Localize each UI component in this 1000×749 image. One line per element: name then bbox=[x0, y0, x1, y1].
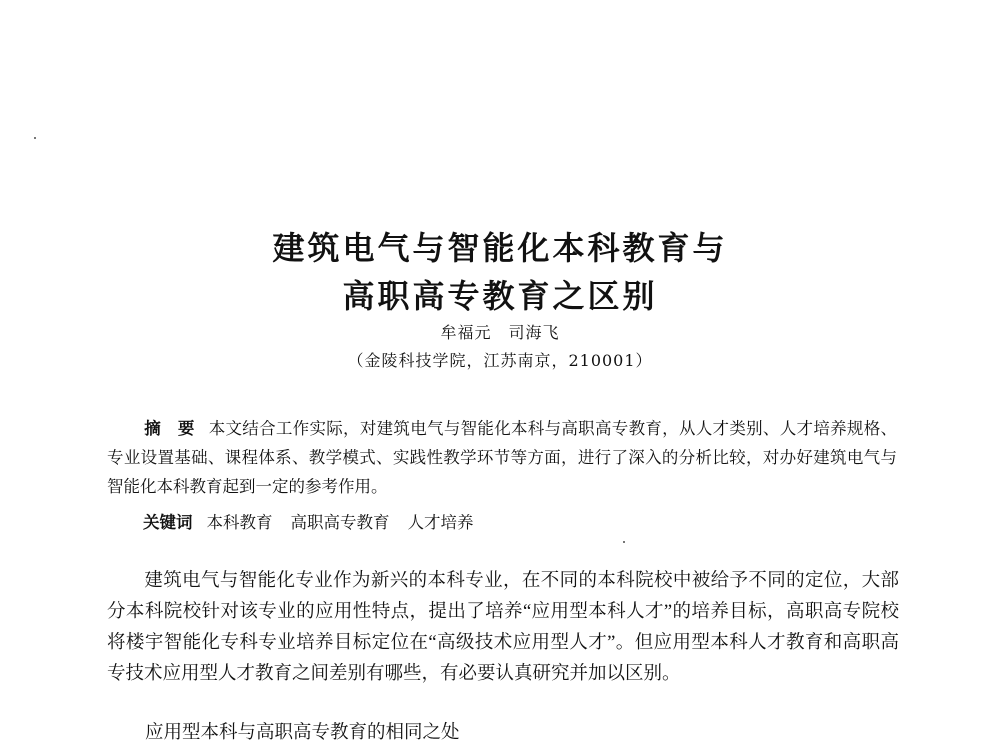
keyword: 高职高专教育 bbox=[290, 513, 390, 532]
affiliation: （金陵科技学院，江苏南京，210001） bbox=[347, 351, 653, 370]
body-paragraph bbox=[107, 566, 899, 690]
keyword: 本科教育 bbox=[206, 513, 273, 532]
abstract-text: 本文结合工作实际，对建筑电气与智能化本科与高职高专教育，从人才类别、人才培养规格、专业设置基础、课程体系、教学模式、实践性教学环节等方面，进行了深入的分析比较，对办好建筑电气与智能化本科教育起到一定的参考作用。 bbox=[107, 419, 898, 496]
keywords-label: 关键词 bbox=[143, 513, 193, 532]
paper-title-line-1: 建筑电气与智能化本科教育与 bbox=[272, 229, 728, 268]
authors: 牟福元 司海飞 bbox=[440, 323, 560, 342]
keyword: 人才培养 bbox=[407, 513, 474, 532]
body-paragraph-text: 建筑电气与智能化专业作为新兴的本科专业，在不同的本科院校中被给予不同的定位，大部分本科院校针对该专业的应用性特点，提出了培养“应用型本科人才”的培养目标，高职高专院校将楼宇智能化专科专业培养目标定位在“高级技术应用型人才”。但应用型本科人才教育和高职高专技术应用型人才教育之间差别有哪些，有必要认真研究并加以区别。 bbox=[107, 571, 899, 684]
scan-speck bbox=[34, 137, 36, 139]
paper-title-line-2: 高职高专教育之区别 bbox=[342, 277, 658, 316]
keywords bbox=[107, 508, 897, 537]
abstract bbox=[107, 414, 897, 501]
abstract-label: 摘 要 bbox=[144, 419, 195, 438]
scan-speck bbox=[623, 541, 625, 543]
section-heading: 应用型本科与高职高专教育的相同之处 bbox=[145, 723, 460, 743]
